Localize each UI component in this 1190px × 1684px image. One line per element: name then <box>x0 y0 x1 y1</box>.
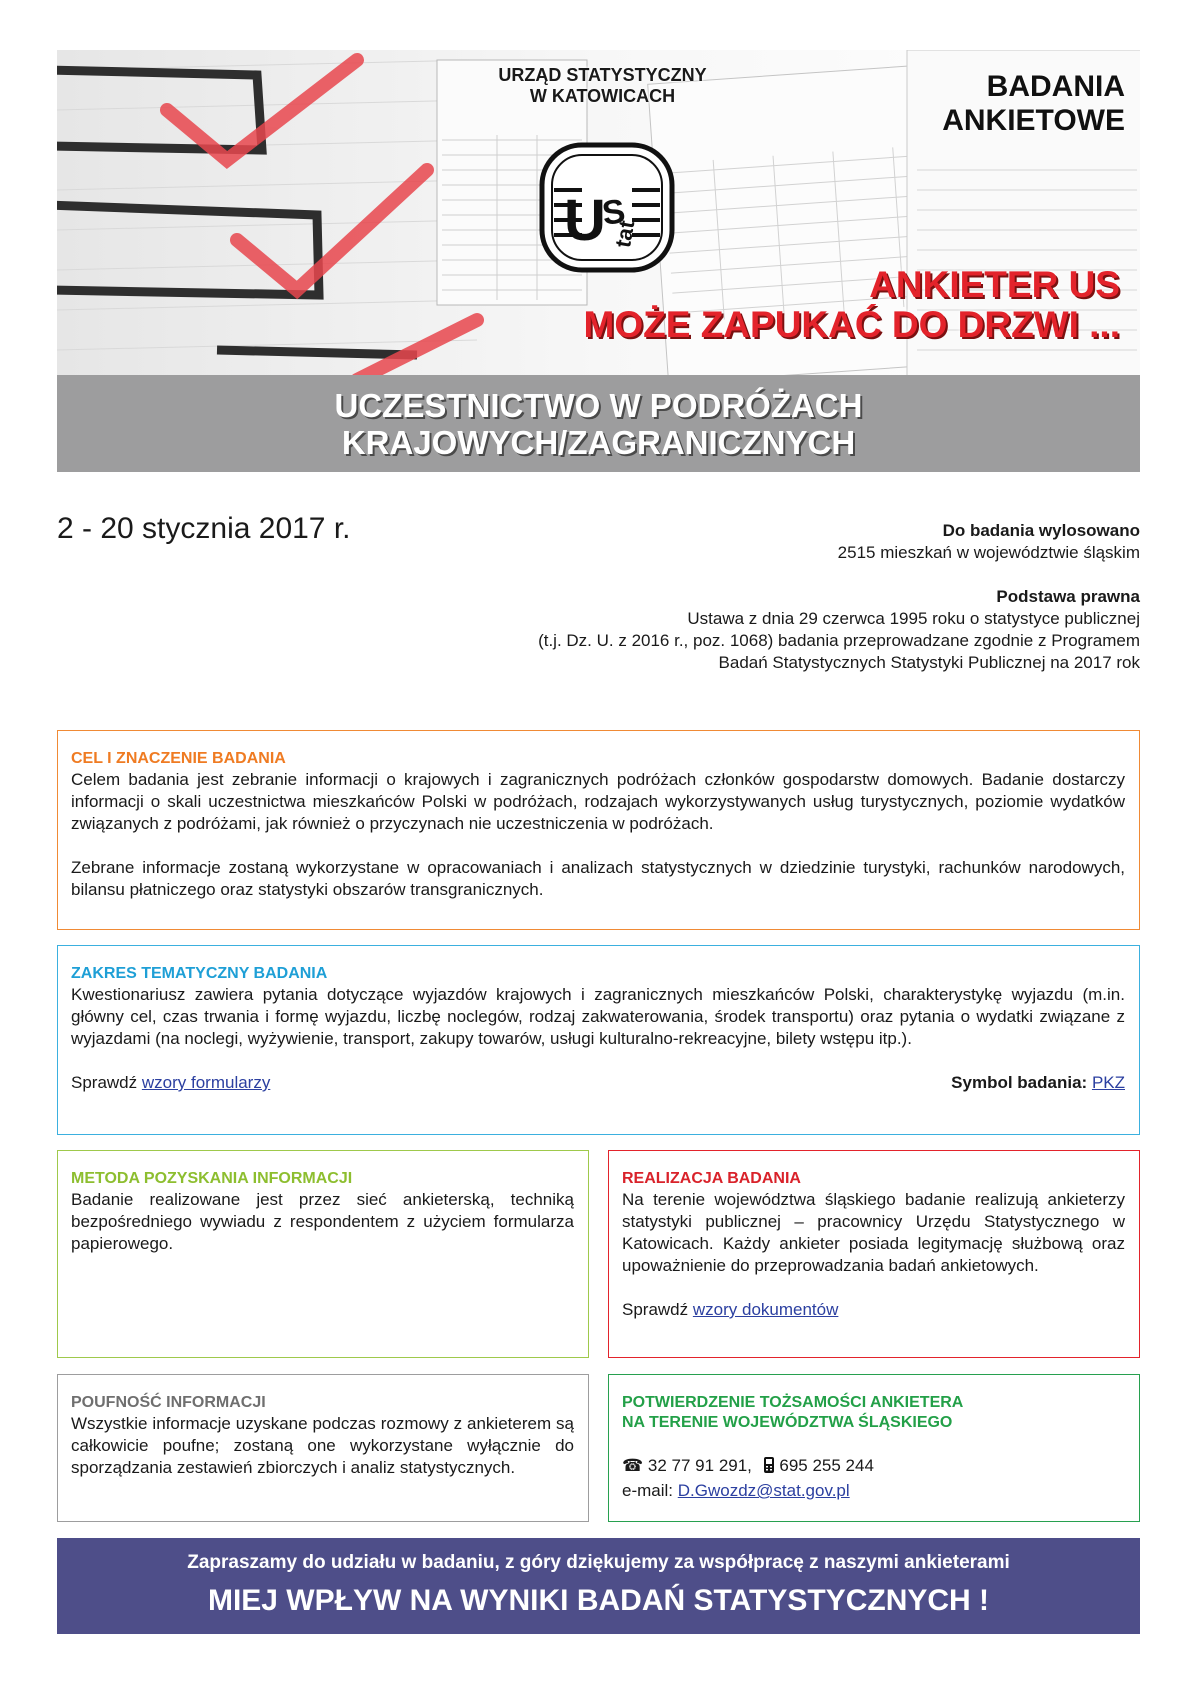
section-scope-para1: Kwestionariusz zawiera pytania dotyczące wyjazdów krajowych i zagranicznych mieszkańców Polski, charakterystykę wyjazdu (m.in. główny cel, czas trwania i formę wyjazdu, liczbę noclegów, rodzaj zakwaterowania, środek transportu) oraz pytania o wydatki związane z wyjazdami (na noclegi, wyżywienie, transport, zakupy towarów, usługi kulturalno-rekreacyjne, bilety wstępu itp.). <box>71 985 1125 1048</box>
svg-text:U: U <box>564 188 606 253</box>
phone-number: 32 77 91 291, <box>647 1456 752 1475</box>
institution-line1: URZĄD STATYSTYCZNY <box>498 65 707 85</box>
section-verification-heading-line1: POTWIERDZENIE TOŻSAMOŚCI ANKIETERA <box>622 1394 964 1411</box>
header-banner <box>57 50 1140 375</box>
forms-check <box>71 1072 270 1094</box>
section-purpose-para2: Zebrane informacje zostaną wykorzystane w opracowaniach i analizach statystycznych w dziedzinie turystyki, rachunków narodowych, bilansu płatniczego oraz statystyki obszarów transgranicznych. <box>71 858 1125 899</box>
survey-type <box>905 70 1125 138</box>
section-verification-heading-line2: NA TERENIE WOJEWÓDZTWA ŚLĄSKIEGO <box>622 1414 953 1431</box>
svg-text:S: S <box>599 192 628 233</box>
documents-link[interactable]: wzory dokumentów <box>692 1300 839 1319</box>
forms-link[interactable]: wzory formularzy <box>141 1073 271 1092</box>
section-verification <box>608 1374 1140 1522</box>
survey-symbol <box>951 1072 1125 1094</box>
legal-line3: Badań Statystycznych Statystyki Publicznej na 2017 rok <box>718 653 1140 672</box>
phone-icon: ☎ <box>622 1456 644 1475</box>
section-method-para1: Badanie realizowane jest przez sieć ankieterską, techniką bezpośredniego wywiadu z respondentem z użyciem formularza papierowego. <box>71 1190 574 1253</box>
survey-type-line2: ANKIETOWE <box>942 104 1125 137</box>
forms-check-label: Sprawdź <box>71 1073 138 1092</box>
sample-heading: Do badania wylosowano <box>942 521 1140 540</box>
section-method-heading: METODA POZYSKANIA INFORMACJI <box>71 1170 353 1187</box>
survey-type-line1: BADANIA <box>986 70 1125 103</box>
survey-title-line1: UCZESTNICTWO W PODRÓŻACH <box>334 387 863 424</box>
contact-email <box>622 1480 1125 1502</box>
section-scope-links <box>71 1072 1125 1094</box>
section-scope <box>57 945 1140 1135</box>
ustat-logo <box>542 145 672 270</box>
legal-line2: (t.j. Dz. U. z 2016 r., poz. 1068) badania przeprowadzane zgodnie z Programem <box>538 631 1140 650</box>
footer-banner <box>57 1538 1140 1634</box>
contact-phones <box>622 1455 1125 1480</box>
institution-name <box>470 65 735 107</box>
section-confidentiality-heading: POUFNOŚĆ INFORMACJI <box>71 1394 266 1411</box>
mobile-number: 695 255 244 <box>779 1456 874 1475</box>
section-confidentiality-para1: Wszystkie informacje uzyskane podczas rozmowy z ankieterem są całkowicie poufne; zostaną one wykorzystane wyłącznie do sporządzania zestawień zbiorczych i analiz statystycznych. <box>71 1414 574 1477</box>
headline-line1: ANKIETER US <box>869 264 1120 305</box>
mobile-phone-icon <box>763 1456 775 1480</box>
legal-heading: Podstawa prawna <box>996 587 1140 606</box>
email-link[interactable]: D.Gwozdz@stat.gov.pl <box>677 1481 850 1500</box>
section-purpose-para1: Celem badania jest zebranie informacji o krajowych i zagranicznych podróżach członków gospodarstw domowych. Badanie dostarczy informacji o skali uczestnictwa mieszkańców Polski w podróżach, rodzajach wykorzystywanych usług turystycznych, poziomie wydatków związanych z podróżami, jak również o przyczynach nie uczestniczenia w podróżach. <box>71 770 1125 833</box>
survey-symbol-label: Symbol badania: <box>951 1073 1088 1092</box>
section-purpose <box>57 730 1140 930</box>
section-implementation <box>608 1150 1140 1358</box>
survey-title-line2: KRAJOWYCH/ZAGRANICZNYCH <box>341 424 856 461</box>
survey-symbol-link[interactable]: PKZ <box>1091 1073 1125 1092</box>
survey-info <box>440 520 1140 674</box>
section-implementation-para1: Na terenie województwa śląskiego badanie realizują ankieterzy statystyki publicznej – pracownicy Urzędu Statystycznego w Katowicach. Każdy ankieter posiada legitymację służbową oraz upoważnienie do przeprowadzania badań ankietowych. <box>622 1190 1125 1275</box>
section-purpose-heading: CEL I ZNACZENIE BADANIA <box>71 750 286 767</box>
legal-line1: Ustawa z dnia 29 czerwca 1995 roku o statystyce publicznej <box>687 609 1140 628</box>
survey-title-band <box>57 375 1140 472</box>
headline <box>420 265 1120 345</box>
email-label: e-mail: <box>622 1481 674 1500</box>
institution-line2: W KATOWICACH <box>529 86 676 106</box>
survey-date: 2 - 20 stycznia 2017 r. <box>57 512 351 545</box>
documents-check <box>622 1299 1125 1321</box>
headline-line2: MOŻE ZAPUKAĆ DO DRZWI ... <box>583 304 1120 345</box>
section-implementation-heading: REALIZACJA BADANIA <box>622 1170 801 1187</box>
section-scope-heading: ZAKRES TEMATYCZNY BADANIA <box>71 965 328 982</box>
survey-title <box>57 375 1140 461</box>
footer-invitation: Zapraszamy do udziału w badaniu, z góry dziękujemy za współpracę z naszymi ankieterami <box>187 1552 1010 1573</box>
sample-text: 2515 mieszkań w województwie śląskim <box>837 543 1140 562</box>
section-method <box>57 1150 589 1358</box>
footer-slogan: MIEJ WPŁYW NA WYNIKI BADAŃ STATYSTYCZNYCH ! <box>207 1584 990 1617</box>
svg-text:tat: tat <box>610 218 640 250</box>
documents-check-label: Sprawdź <box>622 1300 689 1319</box>
section-confidentiality <box>57 1374 589 1522</box>
